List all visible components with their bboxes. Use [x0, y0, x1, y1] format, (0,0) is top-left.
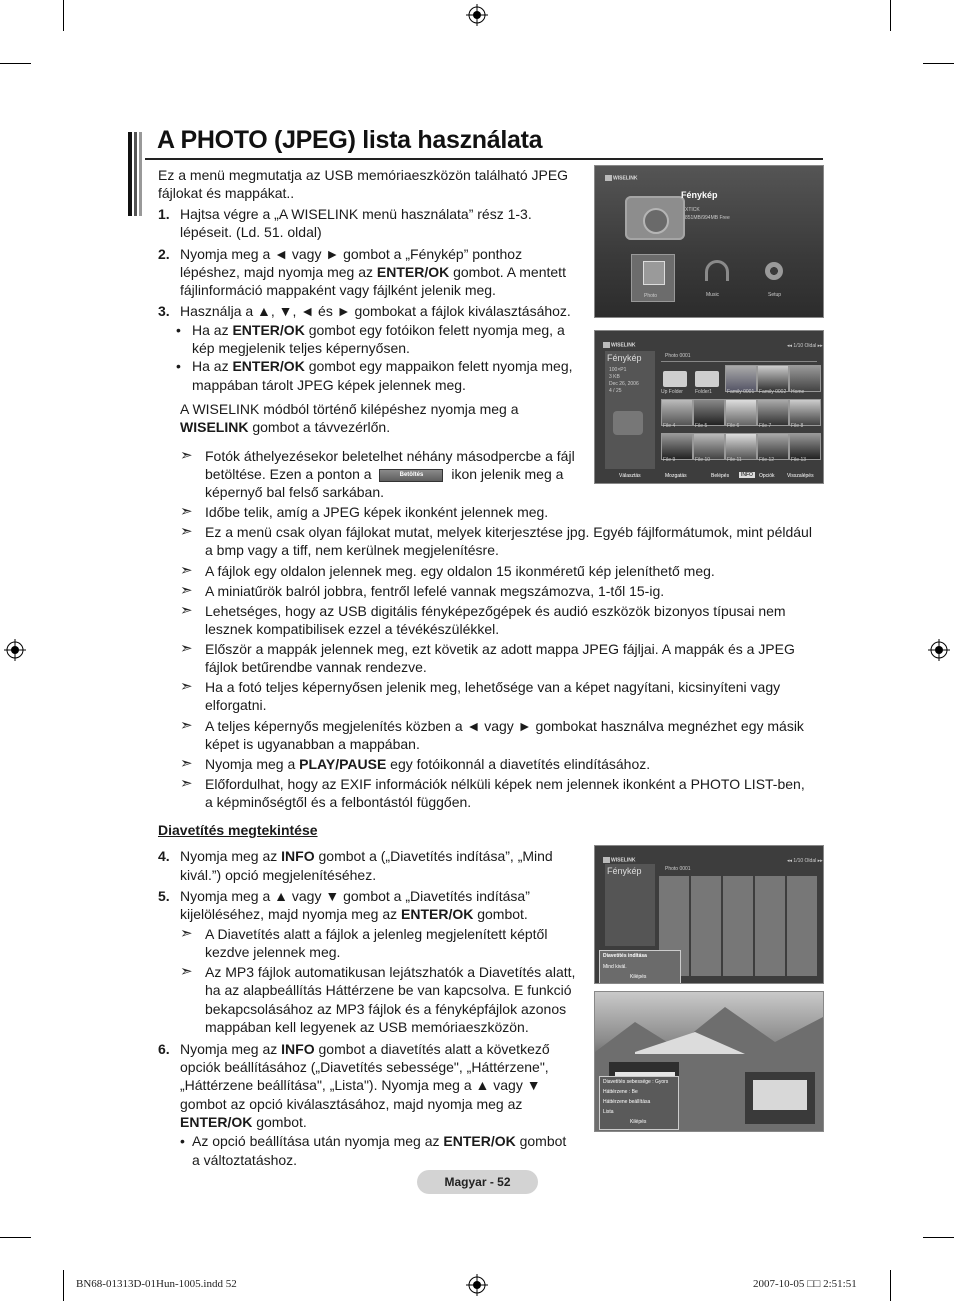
- photo-thumbnail[interactable]: [757, 365, 789, 392]
- note-text: a bmp vagy a tiff, nem kerülnek megjelenítésre.: [205, 542, 499, 558]
- note-text: betöltése. Ezen a ponton a Betöltés ikon jelenik meg a: [205, 466, 564, 482]
- tile-label: Up Folder: [661, 389, 683, 395]
- note-text: ha az alapbeállítás Háttérzene be van kapcsolva. E funkció: [205, 982, 572, 998]
- control-label: Opciók: [759, 473, 775, 479]
- side-panel-title: Fénykép: [607, 353, 642, 363]
- wiselink-logo: WISELINK: [603, 857, 635, 863]
- exit-text: WISELINK gombot a távvezérlőn.: [180, 419, 391, 435]
- tile-label: Home: [791, 389, 805, 395]
- note-text: Az MP3 fájlok automatikusan lejátszhatók a Diavetítés alatt,: [205, 964, 576, 980]
- menu-option[interactable]: Lista: [603, 1109, 614, 1115]
- photo-thumbnail[interactable]: [725, 399, 757, 426]
- note-arrow-icon: ➣: [180, 754, 193, 772]
- photo-thumbnail[interactable]: [757, 433, 789, 460]
- crop-mark: [0, 1237, 31, 1238]
- crop-mark: [923, 1237, 954, 1238]
- menu-option[interactable]: Háttérzene : Be: [603, 1089, 638, 1095]
- step-text: Hajtsa végre a „A WISELINK menü használata” rész 1-3.: [180, 206, 532, 222]
- photo-thumbnail[interactable]: [725, 365, 757, 392]
- section-heading: Diavetítés megtekintése: [158, 822, 318, 838]
- note-arrow-icon: ➣: [180, 924, 193, 942]
- menu-item-photo[interactable]: [631, 254, 675, 302]
- crop-mark: [63, 0, 64, 31]
- tile-label: File 4: [663, 423, 676, 429]
- registration-mark-icon: [928, 639, 950, 661]
- note-text: Ha a fotó teljes képernyősen jelenik meg, lehetősége van a képet nagyítani, kicsinyíteni vagy: [205, 679, 781, 695]
- note-text: Lehetséges, hogy az USB digitális fényképezőgépek és audió eszközök bizonyos típusai nem: [205, 603, 786, 619]
- photo-thumbnail[interactable]: [693, 433, 725, 460]
- photo-list-screen: [594, 330, 824, 484]
- folder-icon[interactable]: [663, 371, 687, 387]
- file-info: 4 / 25: [609, 388, 622, 394]
- note-arrow-icon: ➣: [180, 502, 193, 520]
- page-indicator: ◂◂ 1/10 Oldal ▸▸: [787, 858, 823, 864]
- bullet: •: [176, 322, 181, 338]
- photo-thumbnail[interactable]: [789, 399, 821, 426]
- menu-item-setup[interactable]: [755, 258, 795, 298]
- note-text: Időbe telik, amíg a JPEG képek ikonként jelennek meg.: [205, 504, 549, 520]
- menu-option[interactable]: Kilépés: [630, 974, 647, 980]
- bullet-text: kép megjelenik teljes képernyősen.: [192, 340, 410, 356]
- menu-item-music[interactable]: [695, 258, 735, 298]
- page-number-badge: Magyar - 52: [417, 1170, 538, 1194]
- note-text: bekapcsolásához az MP3 fájlok és a fényképfájlok azonos: [205, 1001, 567, 1017]
- tile-label: File 9: [663, 457, 676, 463]
- tile-label: File 7: [759, 423, 772, 429]
- wiselink-logo: WISELINK: [605, 175, 637, 181]
- note-arrow-icon: ➣: [180, 639, 193, 657]
- step-text: „Háttérzene beállítása", „Lista"). Nyomja meg a ▲ vagy ▼: [180, 1077, 541, 1093]
- folder-rule: [661, 361, 817, 362]
- control-label: Belépés: [711, 473, 730, 479]
- step-text: Nyomja meg a ▲ vagy ▼ gombot a „Diavetítés indítása”: [180, 888, 530, 904]
- control-label: Választás: [619, 473, 641, 479]
- control-label: Visszalépés: [787, 473, 814, 479]
- step-text: Használja a ▲, ▼, ◄ és ► gombokat a fájlok kiválasztásához.: [180, 303, 571, 319]
- note-text: A teljes képernyős megjelenítés közben a ◄ vagy ► gombokat használva megnézhet egy másik: [205, 718, 804, 734]
- fullscreen-photo-screen: [594, 991, 824, 1132]
- bullet-text: Ha az ENTER/OK gombot egy mappaikon felett nyomja meg,: [192, 358, 573, 374]
- slideshow-options-menu[interactable]: [599, 1076, 679, 1130]
- note-arrow-icon: ➣: [180, 716, 193, 734]
- gear-icon: [765, 262, 783, 280]
- registration-mark-icon: [4, 639, 26, 661]
- crop-mark: [890, 1270, 891, 1301]
- note-text: Előfordulhat, hogy az EXIF információk nélküli képek nem jelennek ikonként a PHOTO LIST-ben,: [205, 776, 805, 792]
- bullet: •: [176, 358, 181, 374]
- bullet-text: a változtatáshoz.: [192, 1152, 298, 1168]
- note-text: mappában kell legyenek az USB memóriaeszközön.: [205, 1019, 529, 1035]
- photo-thumbnail[interactable]: [661, 433, 693, 460]
- note-text: Fotók áthelyezésekor beletelhet néhány másodpercbe a fájl: [205, 448, 575, 464]
- info-key-icon: INFO: [741, 472, 753, 478]
- note-text: lesznek kompatibilisek ezzel a tévékészülékkel.: [205, 621, 500, 637]
- thumbnail-grid[interactable]: [659, 876, 819, 976]
- title-rule: [145, 158, 823, 160]
- step-number: 5.: [158, 888, 170, 904]
- tile-label: File 8: [791, 423, 804, 429]
- intro-line: Ez a menü megmutatja az USB memóriaeszközön található JPEG: [158, 167, 569, 183]
- note-arrow-icon: ➣: [180, 581, 193, 599]
- control-bar: [619, 471, 823, 481]
- note-text: Ez a menü csak olyan fájlokat mutat, melyek kiterjesztése jpg. Egyéb fájlformátumok, mint például: [205, 524, 812, 540]
- footer-timestamp: 2007-10-05 □□ 2:51:51: [753, 1278, 857, 1290]
- note-arrow-icon: ➣: [180, 962, 193, 980]
- crop-mark: [0, 63, 31, 64]
- device-free-space: 851MB/994MB Free: [685, 215, 730, 221]
- note-text: elforgatni.: [205, 697, 267, 713]
- screen-heading: Fénykép: [681, 190, 718, 200]
- crop-mark: [890, 0, 891, 31]
- menu-option[interactable]: Kilépés: [630, 1119, 647, 1125]
- step-text: ENTER/OK gombot.: [180, 1114, 307, 1130]
- note-text: a képminőségtől és a felbontástól függően.: [205, 794, 472, 810]
- exit-text: A WISELINK módból történő kilépéshez nyomja meg a: [180, 401, 519, 417]
- tile-label: Folder1: [695, 389, 712, 395]
- step-text: gombot az opció kiválasztásához, majd nyomja meg az: [180, 1096, 523, 1112]
- wiselink-logo: WISELINK: [603, 342, 635, 348]
- registration-mark-icon: [466, 4, 488, 26]
- note-arrow-icon: ➣: [180, 601, 193, 619]
- note-text: Először a mappák jelennek meg, ezt követik az adott mappa JPEG fájljai. A mappák és a JPEG: [205, 641, 795, 657]
- file-info: 100×P1: [609, 367, 627, 373]
- camera-lens-icon: [643, 208, 669, 234]
- tile-label: File 5: [695, 423, 708, 429]
- note-text: képet is ugyanabban a mappában.: [205, 736, 420, 752]
- headphones-icon: [705, 260, 729, 281]
- menu-option[interactable]: Mind kivál.: [603, 964, 627, 970]
- folder-name: Photo 0001: [665, 353, 691, 359]
- photo-icon: [643, 261, 665, 285]
- tile-label: Family 0002: [759, 389, 787, 395]
- step-text: Nyomja meg az INFO gombot a („Diavetítés indítása”, „Mind: [180, 848, 553, 864]
- tile-label: File 6: [727, 423, 740, 429]
- crop-mark: [63, 1270, 64, 1301]
- crop-mark: [923, 63, 954, 64]
- note-arrow-icon: ➣: [180, 522, 193, 540]
- device-name: XTICK: [685, 207, 700, 213]
- photo-thumbnail[interactable]: [757, 399, 789, 426]
- step-number: 4.: [158, 848, 170, 864]
- tile-label: File 10: [695, 457, 711, 463]
- photo-thumbnail[interactable]: [693, 399, 725, 426]
- thumbnail-grid[interactable]: [659, 365, 819, 465]
- step-text: Nyomja meg a ◄ vagy ► gombot a „Fénykép” ponthoz: [180, 246, 523, 262]
- step-number: 1.: [158, 206, 170, 222]
- tile-label: Family 0001: [727, 389, 755, 395]
- side-panel: [605, 864, 655, 946]
- title-bar-decoration: [128, 132, 144, 216]
- folder-icon[interactable]: [695, 371, 719, 387]
- step-text: lépéshez, majd nyomja meg az ENTER/OK gombot. A mentett: [180, 264, 566, 280]
- registration-mark-icon: [466, 1274, 488, 1296]
- slideshow-menu-screen: [594, 845, 824, 984]
- note-arrow-icon: ➣: [180, 446, 193, 464]
- bullet-text: Az opció beállítása után nyomja meg az ENTER/OK gombot: [192, 1133, 567, 1149]
- page-indicator: ◂◂ 1/10 Oldal ▸▸: [787, 343, 823, 349]
- bullet-text: mappában tárolt JPEG képek jelennek meg.: [192, 377, 466, 393]
- tile-label: File 12: [759, 457, 775, 463]
- note-text: fájlok betűrendbe vannak rendezve.: [205, 659, 427, 675]
- step-text: fájlinformáció mappaként vagy fájlként jelenik meg.: [180, 282, 496, 298]
- file-info: Dec 26, 2006: [609, 381, 639, 387]
- note-text: kezdve jelennek meg.: [205, 944, 341, 960]
- note-arrow-icon: ➣: [180, 561, 193, 579]
- photo-thumbnail[interactable]: [725, 433, 757, 460]
- photo-thumbnail[interactable]: [661, 399, 693, 426]
- intro-line: fájlokat és mappákat..: [158, 185, 295, 201]
- tile-label: File 11: [727, 457, 742, 463]
- note-arrow-icon: ➣: [180, 774, 193, 792]
- folder-name: Photo 0001: [665, 866, 691, 872]
- footer-filename: BN68-01313D-01Hun-1005.indd 52: [76, 1278, 237, 1290]
- step-text: kivál.”) opció megjelenítéséhez.: [180, 867, 377, 883]
- note-text: A Diavetítés alatt a fájlok a jelenleg megjelenített képtől: [205, 926, 548, 942]
- menu-label: Photo: [644, 293, 658, 299]
- page-title: A PHOTO (JPEG) lista használata: [157, 126, 543, 154]
- step-text: opciók beállításához („Diavetítés sebessége", „Háttérzene",: [180, 1059, 549, 1075]
- tile-label: File 13: [791, 457, 807, 463]
- note-text: A miniatűrök balról jobbra, fentről lefelé vannak megszámozva, 1-től 15-ig.: [205, 583, 665, 599]
- side-panel-title: Fénykép: [607, 866, 642, 876]
- note-text: képernyő bal felső sarkában.: [205, 484, 384, 500]
- note-arrow-icon: ➣: [180, 677, 193, 695]
- wiselink-main-screen: [594, 165, 824, 318]
- photo-thumbnail[interactable]: [789, 433, 821, 460]
- bullet-text: Ha az ENTER/OK gombot egy fotóikon felett nyomja meg, a: [192, 322, 565, 338]
- bullet: •: [180, 1133, 185, 1149]
- menu-label: Setup: [768, 292, 782, 298]
- photo-thumbnail[interactable]: [789, 365, 821, 392]
- note-text: A fájlok egy oldalon jelennek meg. egy oldalon 15 ikonméretű kép jeleníthető meg.: [205, 563, 715, 579]
- step-number: 3.: [158, 303, 170, 319]
- file-info: 3 KB: [609, 374, 620, 380]
- step-text: lépéseit. (Ld. 51. oldal): [180, 224, 322, 240]
- menu-option[interactable]: Diavetítés indítása: [603, 953, 647, 959]
- step-text: Nyomja meg az INFO gombot a diavetítés alatt a következő: [180, 1041, 550, 1057]
- loading-badge-icon: Betöltés: [379, 469, 443, 482]
- step-number: 6.: [158, 1041, 170, 1057]
- note-text: Nyomja meg a PLAY/PAUSE egy fotóikonnál a diavetítés elindításához.: [205, 756, 651, 772]
- options-menu[interactable]: [599, 950, 681, 984]
- control-label: Mozgatás: [665, 473, 687, 479]
- menu-option[interactable]: Háttérzene beállítása: [603, 1099, 651, 1105]
- side-panel: [605, 351, 655, 469]
- step-number: 2.: [158, 246, 170, 262]
- camera-icon: [613, 411, 643, 435]
- menu-option[interactable]: Diavetítés sebessége : Gyors: [603, 1079, 669, 1085]
- step-text: kijelöléséhez, majd nyomja meg az ENTER/OK gombot.: [180, 906, 528, 922]
- menu-label: Music: [706, 292, 720, 298]
